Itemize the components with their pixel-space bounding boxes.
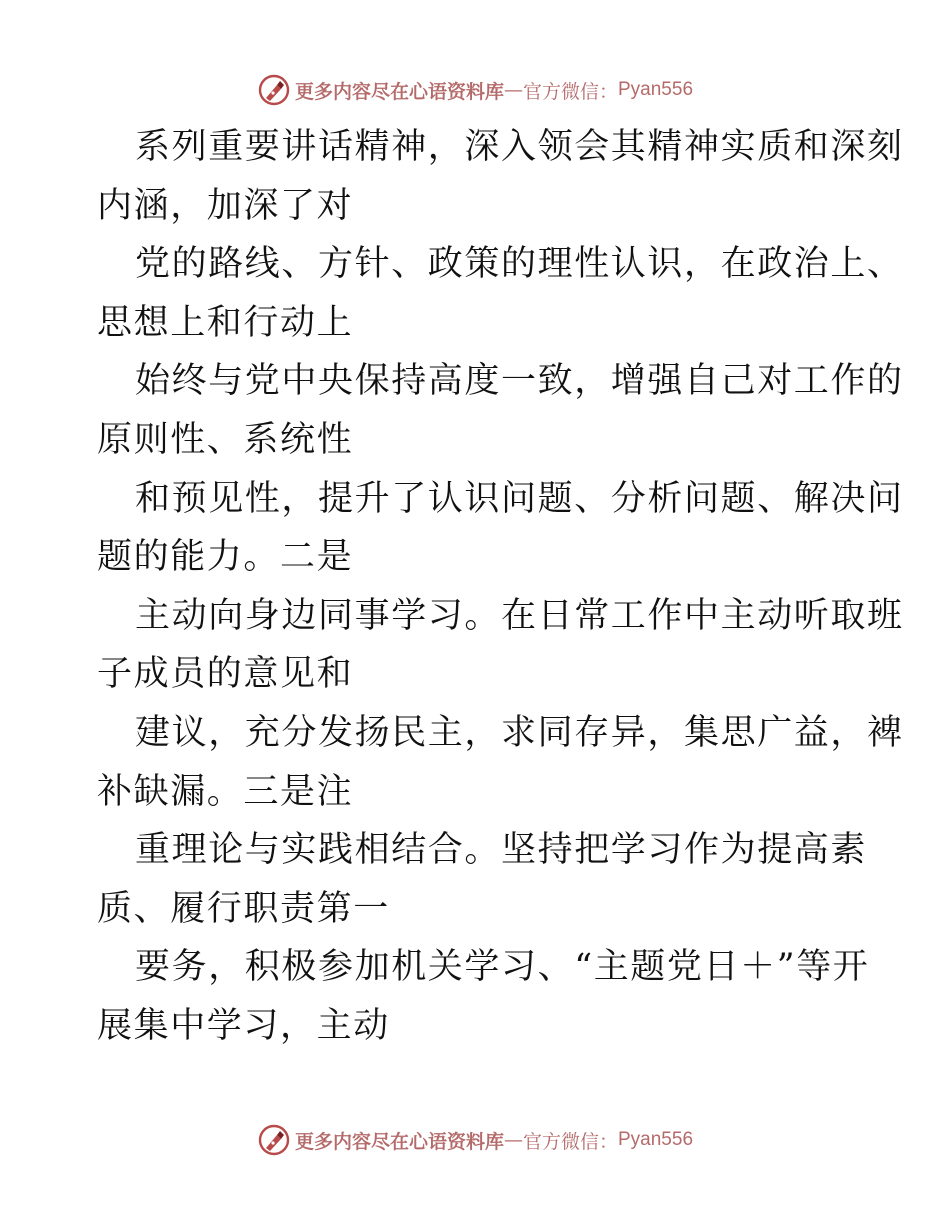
banner-separator: —: [503, 1129, 523, 1151]
text-line: 建议，充分发扬民主，求同存异，集思广益，裨: [135, 712, 904, 753]
wechat-id: Pyan556: [618, 79, 694, 100]
text-line: 展集中学习，主动: [97, 1005, 390, 1046]
text-line: 原则性、系统性: [97, 419, 354, 460]
text-line: 要务，积极参加机关学习、“主题党日＋”等开: [135, 947, 870, 988]
text-line: 系列重要讲话精神，深入领会其精神实质和深刻: [135, 127, 904, 167]
text-line: 主动向身边同事学习。在日常工作中主动听取班: [135, 595, 904, 636]
text-line: 题的能力。二是: [97, 537, 354, 578]
text-line: 重理论与实践相结合。坚持把学习作为提高素: [135, 830, 868, 871]
pen-nib-logo-icon: [257, 1123, 291, 1157]
wechat-label: 官方微信：: [522, 80, 618, 103]
text-line: 子成员的意见和: [97, 654, 354, 695]
document-body: [97, 118, 904, 1056]
text-line: 思想上和行动上: [97, 302, 354, 343]
banner-title: 更多内容尽在心语资料库: [294, 1130, 504, 1153]
text-line: 和预见性，提升了认识问题、分析问题、解决问: [135, 478, 904, 519]
wechat-id: Pyan556: [618, 1129, 694, 1150]
banner-title: 更多内容尽在心语资料库: [294, 80, 504, 103]
text-line: 质、履行职责第一: [97, 888, 390, 929]
text-line: 内涵，加深了对: [97, 185, 354, 226]
wechat-label: 官方微信：: [522, 1130, 618, 1153]
banner-separator: —: [503, 79, 523, 101]
text-line: 党的路线、方针、政策的理性认识，在政治上、: [135, 244, 904, 285]
text-line: 补缺漏。三是注: [97, 771, 354, 812]
text-line: 始终与党中央保持高度一致，增强自己对工作的: [135, 361, 904, 402]
footer-banner: [0, 1120, 950, 1160]
header-banner: [0, 70, 950, 110]
pen-nib-logo-icon: [257, 73, 291, 107]
